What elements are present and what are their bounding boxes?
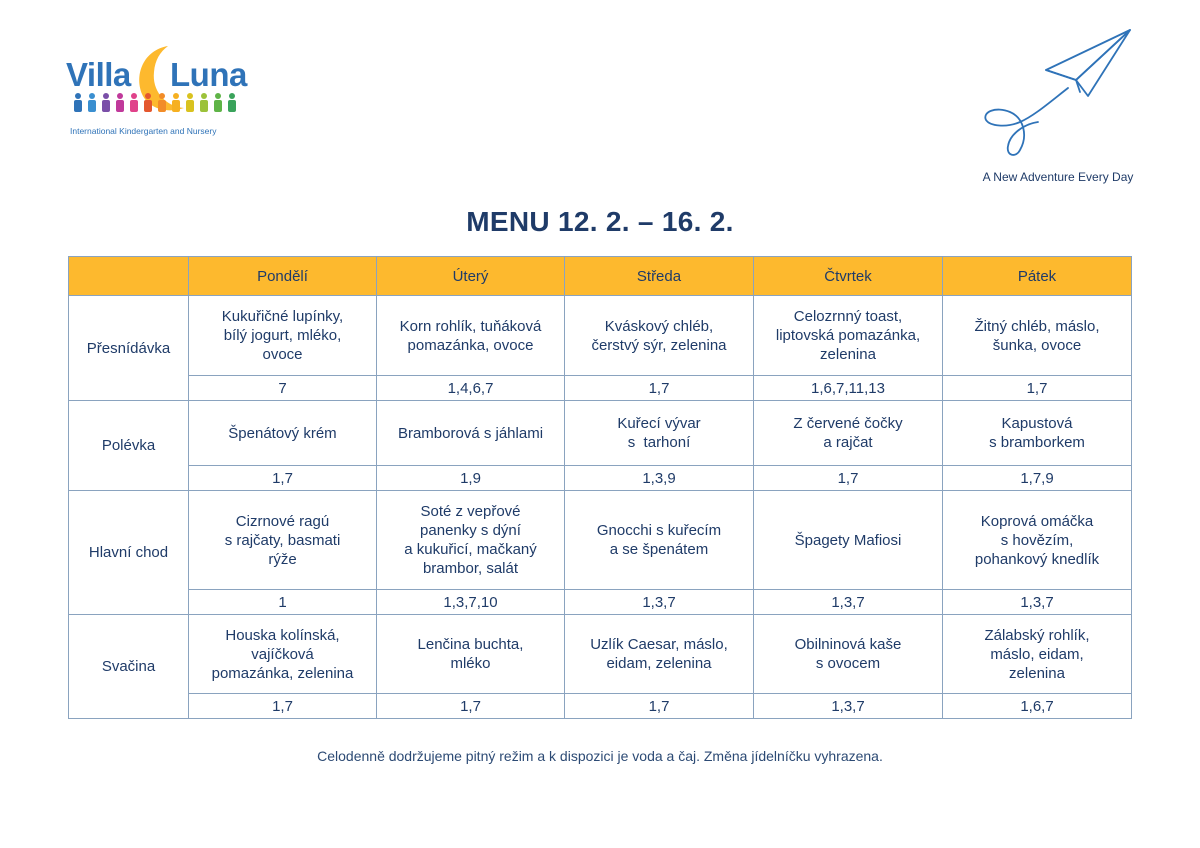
- dish-cell: Bramborová s jáhlami: [377, 401, 565, 466]
- allergen-cell: 1,7: [377, 694, 565, 719]
- meal-name: Polévka: [69, 401, 189, 491]
- logo: [66, 44, 246, 140]
- meal-name: Přesnídávka: [69, 296, 189, 401]
- allergen-cell: 1,7,9: [943, 466, 1132, 491]
- allergen-cell: 1,3,7: [754, 694, 943, 719]
- allergen-cell: 1,7: [565, 376, 754, 401]
- page-title: MENU 12. 2. – 16. 2.: [466, 206, 734, 237]
- allergen-row: [69, 466, 1132, 491]
- dish-cell: Žitný chléb, máslo, šunka, ovoce: [943, 296, 1132, 376]
- allergen-cell: 1,9: [377, 466, 565, 491]
- allergen-cell: 1,7: [754, 466, 943, 491]
- allergen-row: [69, 694, 1132, 719]
- dish-cell: Lenčina buchta, mléko: [377, 615, 565, 694]
- dish-cell: Kuřecí vývar s tarhoní: [565, 401, 754, 466]
- meal-row: [69, 615, 1132, 694]
- allergen-cell: 1,3,9: [565, 466, 754, 491]
- header-corner: [69, 257, 189, 296]
- dish-cell: Z červené čočky a rajčat: [754, 401, 943, 466]
- tagline: A New Adventure Every Day: [982, 170, 1134, 184]
- allergen-cell: 1,7: [565, 694, 754, 719]
- meal-name: Hlavní chod: [69, 491, 189, 615]
- meal-row: [69, 296, 1132, 376]
- dish-cell: Koprová omáčka s hovězím, pohankový knedlík: [943, 491, 1132, 590]
- dish-cell: Zálabský rohlík, máslo, eidam, zelenina: [943, 615, 1132, 694]
- dish-cell: Uzlík Caesar, máslo, eidam, zelenina: [565, 615, 754, 694]
- dish-cell: Kváskový chléb, čerstvý sýr, zelenina: [565, 296, 754, 376]
- footer-note: Celodenně dodržujeme pitný režim a k dispozici je voda a čaj. Změna jídelníčku vyhrazena.: [317, 748, 883, 764]
- allergen-cell: 1,3,7: [943, 590, 1132, 615]
- allergen-cell: 1,7: [189, 466, 377, 491]
- allergen-cell: 1,7: [189, 694, 377, 719]
- menu-table: [68, 256, 1132, 719]
- dish-cell: Gnocchi s kuřecím a se špenátem: [565, 491, 754, 590]
- header-day-thursday: Čtvrtek: [754, 257, 943, 296]
- dish-cell: Celozrnný toast, liptovská pomazánka, zelenina: [754, 296, 943, 376]
- allergen-row: [69, 590, 1132, 615]
- dish-cell: Kukuřičné lupínky, bílý jogurt, mléko, ovoce: [189, 296, 377, 376]
- logo-subtitle: International Kindergarten and Nursery: [70, 126, 217, 136]
- table-header-row: [69, 257, 1132, 296]
- logo-word-villa: Villa: [66, 56, 131, 93]
- header-day-wednesday: Středa: [565, 257, 754, 296]
- allergen-cell: 1: [189, 590, 377, 615]
- allergen-cell: 1,7: [943, 376, 1132, 401]
- dish-cell: Soté z vepřové panenky s dýní a kukuřicí, mačkaný brambor, salát: [377, 491, 565, 590]
- allergen-cell: 1,6,7: [943, 694, 1132, 719]
- header-day-friday: Pátek: [943, 257, 1132, 296]
- meal-row: [69, 491, 1132, 590]
- paper-plane-icon: [980, 26, 1140, 166]
- dish-cell: Kapustová s bramborkem: [943, 401, 1132, 466]
- header-day-monday: Pondělí: [189, 257, 377, 296]
- allergen-cell: 7: [189, 376, 377, 401]
- dish-cell: Špagety Mafiosi: [754, 491, 943, 590]
- allergen-cell: 1,3,7: [754, 590, 943, 615]
- allergen-row: [69, 376, 1132, 401]
- allergen-cell: 1,6,7,11,13: [754, 376, 943, 401]
- meal-row: [69, 401, 1132, 466]
- allergen-cell: 1,3,7: [565, 590, 754, 615]
- logo-word-luna: Luna: [170, 56, 247, 93]
- dish-cell: Cizrnové ragú s rajčaty, basmati rýže: [189, 491, 377, 590]
- dish-cell: Obilninová kaše s ovocem: [754, 615, 943, 694]
- allergen-cell: 1,3,7,10: [377, 590, 565, 615]
- allergen-cell: 1,4,6,7: [377, 376, 565, 401]
- children-figures-icon: [70, 92, 240, 114]
- header-day-tuesday: Úterý: [377, 257, 565, 296]
- dish-cell: Špenátový krém: [189, 401, 377, 466]
- dish-cell: Houska kolínská, vajíčková pomazánka, zelenina: [189, 615, 377, 694]
- meal-name: Svačina: [69, 615, 189, 719]
- dish-cell: Korn rohlík, tuňáková pomazánka, ovoce: [377, 296, 565, 376]
